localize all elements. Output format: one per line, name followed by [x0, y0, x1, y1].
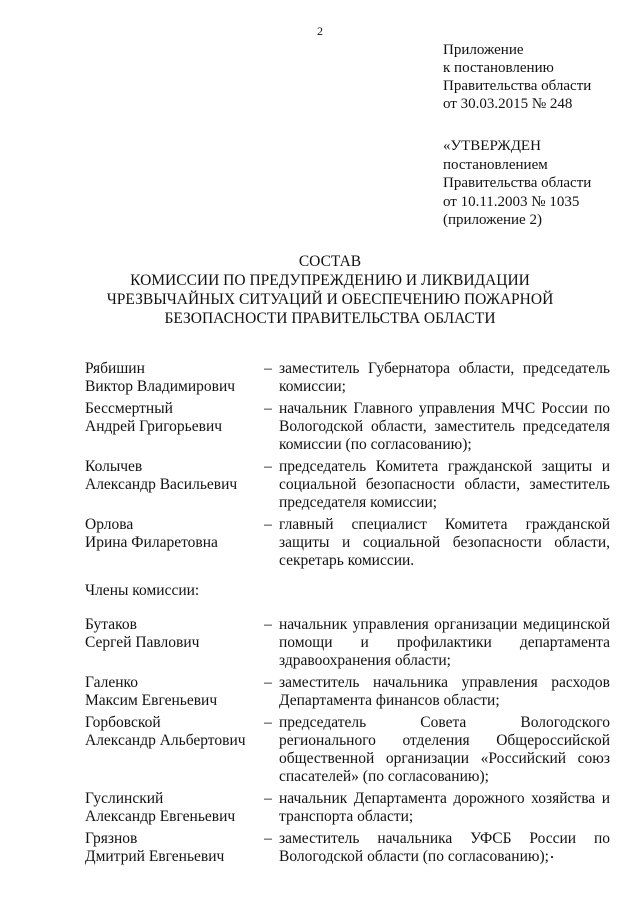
- attachment-line: Приложение: [443, 42, 524, 58]
- position-text: начальник Департамента дорожного хозяйства и транспорта области;: [279, 790, 610, 825]
- position-text: председатель Совета Вологодского регионального отделения Общероссийской общественной организации «Российский союз спасателей» (по согласованию);: [279, 714, 610, 785]
- title-line: БЕЗОПАСНОСТИ ПРАВИТЕЛЬСТВА ОБЛАСТИ: [164, 310, 496, 327]
- position-text: начальник Главного управления МЧС России по Вологодской области, заместитель председателя комиссии (по согласованию);: [279, 400, 610, 453]
- given-name: Александр Альбертович: [85, 732, 246, 749]
- leader-row: [85, 516, 610, 570]
- member-row: [85, 714, 610, 786]
- member-row: [85, 830, 610, 866]
- page-number: 2: [317, 24, 323, 38]
- dash: –: [264, 516, 272, 533]
- member-row: [85, 674, 610, 710]
- position-text: заместитель Губернатора области, председатель комиссии;: [279, 360, 610, 395]
- given-name: Максим Евгеньевич: [85, 692, 218, 709]
- given-name: Александр Евгеньевич: [85, 808, 236, 825]
- title-line: СОСТАВ: [298, 253, 362, 270]
- member-row: [85, 616, 610, 670]
- dash: –: [264, 616, 272, 633]
- commission-list: [85, 360, 610, 870]
- person-name: [85, 830, 257, 866]
- position-text: заместитель начальника управления расходов Департамента финансов области;: [279, 674, 610, 709]
- position-text: главный специалист Комитета гражданской защиты и социальной безопасности области, секретарь комиссии.: [279, 516, 610, 569]
- given-name: Ирина Филаретовна: [85, 534, 218, 551]
- attachment-line: Правительства области: [443, 78, 592, 94]
- surname: Галенко: [85, 674, 138, 691]
- approved-line: от 10.11.2003 № 1035: [443, 193, 580, 210]
- approved-line: (приложение 2): [443, 212, 542, 228]
- scan-speck: [551, 856, 553, 858]
- person-name: [85, 790, 257, 826]
- person-name: [85, 458, 257, 512]
- leader-row: [85, 458, 610, 512]
- attachment-block: [443, 41, 591, 113]
- surname: Орлова: [85, 516, 134, 533]
- surname: Горбовской: [85, 714, 161, 731]
- given-name: Александр Васильевич: [85, 476, 238, 493]
- surname: Бессмертный: [85, 400, 173, 417]
- approved-line: постановлением: [443, 156, 548, 173]
- position-text: председатель Комитета гражданской защиты и социальной безопасности области, заместитель председателя комиссии;: [279, 458, 610, 511]
- dash: –: [264, 830, 272, 847]
- person-name: [85, 360, 257, 396]
- attachment-line: к постановлению: [443, 60, 554, 76]
- person-name: [85, 400, 257, 454]
- given-name: Дмитрий Евгеньевич: [85, 848, 225, 865]
- person-name: [85, 674, 257, 710]
- title-line: ЧРЕЗВЫЧАЙНЫХ СИТУАЦИЙ И ОБЕСПЕЧЕНИЮ ПОЖАРНОЙ: [106, 291, 554, 308]
- approved-block: [443, 137, 591, 230]
- members-heading: Члены комиссии:: [85, 582, 200, 599]
- surname: Колычев: [85, 458, 143, 475]
- member-row: [85, 790, 610, 826]
- surname: Грязнов: [85, 830, 138, 847]
- dash: –: [264, 790, 272, 807]
- attachment-line: от 30.03.2015 № 248: [443, 96, 573, 112]
- leader-row: [85, 360, 610, 396]
- dash: –: [264, 714, 272, 731]
- dash: –: [264, 458, 272, 475]
- title-line: КОМИССИИ ПО ПРЕДУПРЕЖДЕНИЮ И ЛИКВИДАЦИИ: [130, 272, 530, 289]
- surname: Бутаков: [85, 616, 137, 633]
- position-text: заместитель начальника УФСБ России по Вологодской области (по согласованию);: [279, 830, 610, 865]
- person-name: [85, 714, 257, 786]
- leader-row: [85, 400, 610, 454]
- given-name: Виктор Владимирович: [85, 378, 236, 395]
- document-title: [60, 252, 600, 328]
- approved-line: Правительства области: [443, 175, 592, 191]
- dash: –: [264, 360, 272, 377]
- person-name: [85, 616, 257, 670]
- position-text: начальник управления организации медицинской помощи и профилактики департамента здравоохранения области;: [279, 616, 610, 669]
- approved-line: «УТВЕРЖДЕН: [443, 138, 541, 154]
- surname: Гуслинский: [85, 790, 164, 807]
- dash: –: [264, 674, 272, 691]
- dash: –: [264, 400, 272, 417]
- given-name: Сергей Павлович: [85, 634, 200, 651]
- surname: Рябишин: [85, 360, 145, 377]
- person-name: [85, 516, 257, 570]
- given-name: Андрей Григорьевич: [85, 418, 223, 435]
